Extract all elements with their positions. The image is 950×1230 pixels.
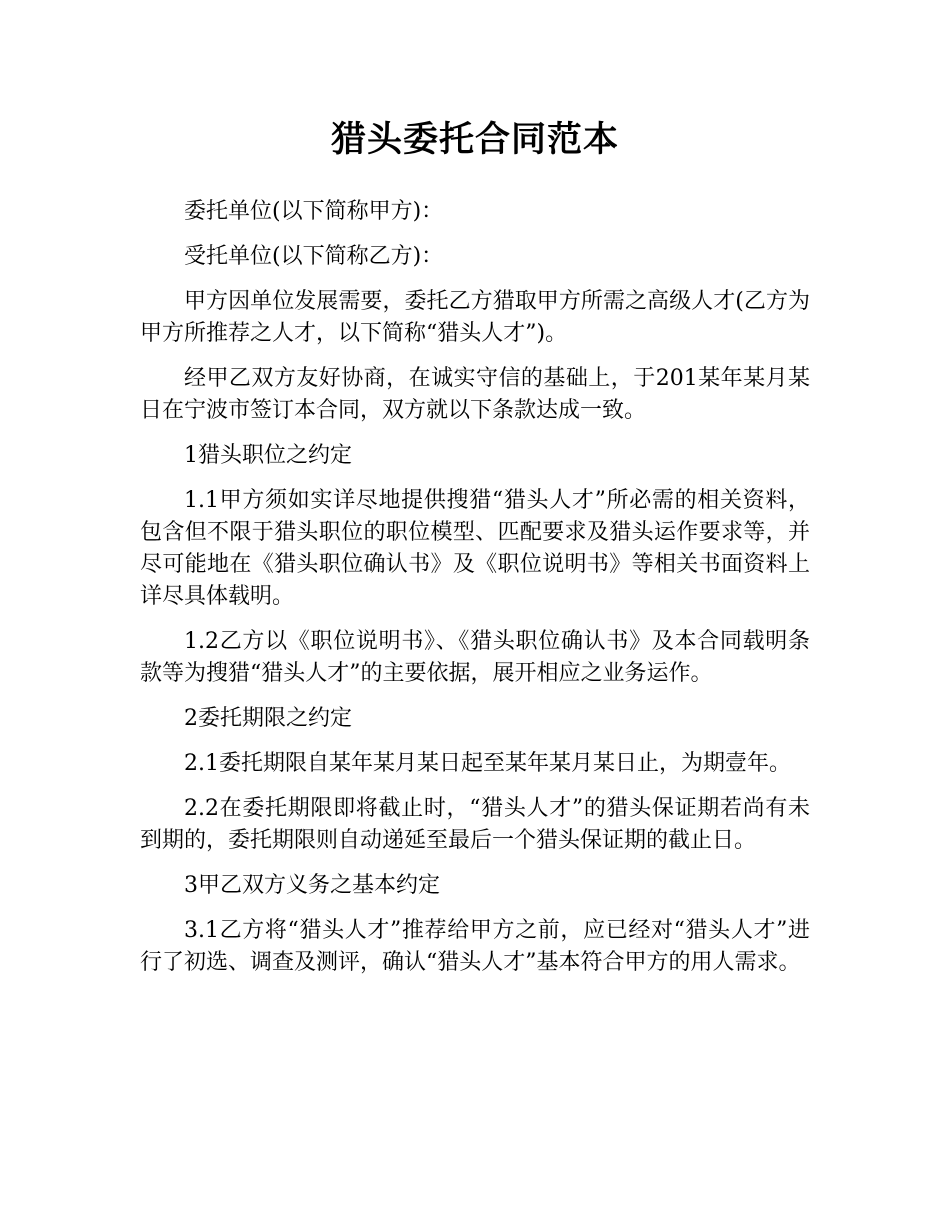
paragraph-client: 委托单位(以下简称甲方)： <box>184 199 444 224</box>
clause-2-1: 2.1委托期限自某年某月某日起至某年某月某日止，为期壹年。 <box>184 751 791 776</box>
paragraph-contractor: 受托单位(以下简称乙方)： <box>184 244 444 269</box>
clause-1-1: 1.1甲方须如实详尽地提供搜猎“猎头人才”所必需的相关资料，包含但不限于猎头职位的职位模型、匹配要求及猎头运作要求等，并尽可能地在《猎头职位确认书》及《职位说明书》等相关书面资料上详尽具体载明。 <box>140 488 810 609</box>
document-body <box>140 196 810 979</box>
clause-1-2: 1.2乙方以《职位说明书》、《猎头职位确认书》及本合同载明条款等为搜猎“猎头人才”的主要依据，展开相应之业务运作。 <box>140 629 810 686</box>
clause-3-1: 3.1乙方将“猎头人才”推荐给甲方之前，应已经对“猎头人才”进行了初选、调查及测评，确认“猎头人才”基本符合甲方的用人需求。 <box>140 918 810 975</box>
paragraph-purpose: 甲方因单位发展需要，委托乙方猎取甲方所需之高级人才(乙方为甲方所推荐之人才，以下简称“猎头人才”)。 <box>140 289 810 346</box>
section-heading-2: 2委托期限之约定 <box>184 706 352 731</box>
document-title: 猎头委托合同范本 <box>330 120 619 160</box>
section-heading-1: 1猎头职位之约定 <box>184 443 352 468</box>
paragraph-agreement: 经甲乙双方友好协商，在诚实守信的基础上，于201某年某月某日在宁波市签订本合同，双方就以下条款达成一致。 <box>140 366 810 423</box>
clause-2-2: 2.2在委托期限即将截止时，“猎头人才”的猎头保证期若尚有未到期的，委托期限则自动递延至最后一个猎头保证期的截止日。 <box>140 796 810 853</box>
section-heading-3: 3甲乙双方义务之基本约定 <box>184 873 440 898</box>
